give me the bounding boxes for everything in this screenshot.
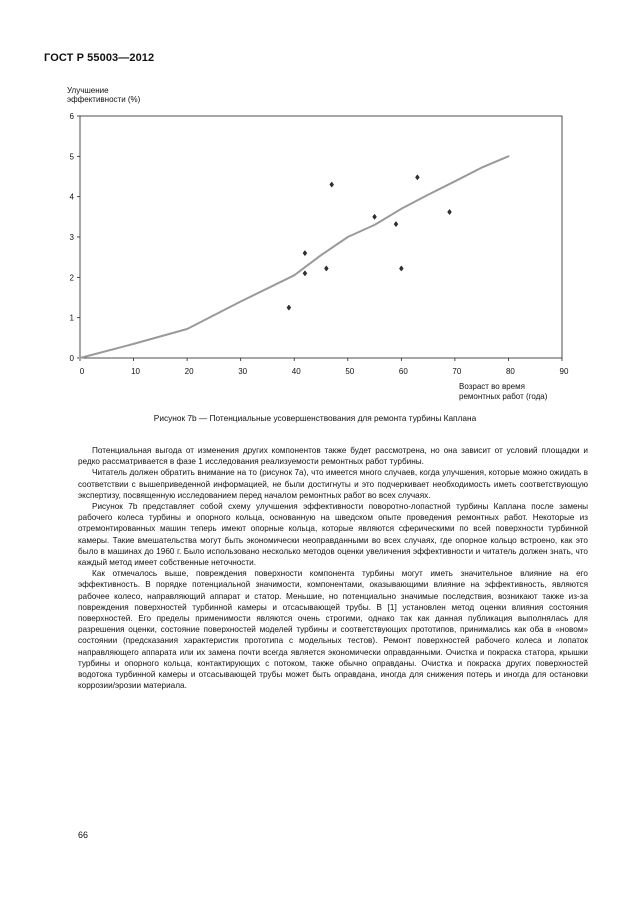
document-header: ГОСТ Р 55003—2012 [44,52,155,64]
scatter-point [448,209,452,214]
scatter-point [415,175,419,180]
y-tick-label: 3 [69,233,74,242]
y-axis-label-line1: Улучшение [67,86,109,95]
trend-line [80,156,508,358]
scatter-point [303,271,307,276]
scatter-point [287,305,291,310]
paragraph: Рисунок 7b представляет собой схему улучшения эффективности поворотно-лопастной турбины Каплана после замены рабочего колеса турбины и опорного кольца, основанную на шведском опыте проведения ремонтных работ. Некоторые из отремонтированных машин теперь имеют опорные кольца, которые являются сферическими по всей поверхности турбинной камеры. Такие вмешательства могут быть экономически неоправданными во всех случаях, где опорное кольцо встроено, как это было в машинах до 1960 г. Было использовано несколько методов оценки увеличения эффективности и читатель должен знать, что каждый метод имеет собственные неточности. [78,502,588,568]
paragraph: Потенциальная выгода от изменения других компонентов также будет рассмотрена, но она зависит от условий площадки и редко рассматривается в фазе 1 исследования реализуемости ремонтных работ турбины. [78,446,588,467]
x-tick-label: 70 [452,367,462,376]
x-tick-label: 10 [131,367,141,376]
body-text [78,445,588,691]
y-tick-label: 2 [69,273,74,283]
scatter-point [399,266,403,271]
scatter-point [324,266,328,271]
plot-frame [80,116,562,358]
x-tick-label: 0 [79,367,85,376]
efficiency-chart [0,0,630,420]
scatter-point [394,221,398,226]
x-tick-label: 20 [184,367,194,376]
paragraph: Читатель должен обратить внимание на то (рисунок 7a), что имеется много случаев, когда улучшения, которые можно ожидать в соответствии с вышеприведенной информацией, не были достигнуты и это подчеркивает необходимость иметь соответствующую экспертизу, посвященную исследованием перед началом ремонтных работ во всех случаях. [78,468,588,500]
x-tick-label: 40 [291,367,301,376]
efficiency-chart-svg [0,0,630,420]
x-tick-label: 80 [505,367,515,376]
y-axis-label-line2: эффективности (%) [67,95,141,104]
scatter-point [373,214,377,219]
paragraph: Как отмечалось выше, повреждения поверхности компонента турбины могут иметь значительное влияние на его эффективность. В порядке потенциальной значимости, компонентами, оказывающими влияние на эффективность, являются рабочее колесо, направляющий аппарат и статор. Меньшие, но потенциально значимые последствия, возникают также из-за повреждения поверхностей турбинной камеры и отсасывающей трубы. В [1] установлен метод оценки влияния состояния поверхностей. Его пределы применимости являются очень строгими, однако так как данная публикация выполнялась для разрешения оценки, состояние поверхностей моделей турбины и соответствующих прототипов, принимались как оба в «новом» состоянии (предсказания характеристик прототипа с модельных тестов). Ремонт поверхностей рабочего колеса и лопаток направляющего аппарата или их замена почти всегда является экономически оправданными. Очистка и покраска статора, крышки турбины и опорного кольца, контактирующих с потоком, также обычно оправданы. Очистка и покраска других поверхностей водотока турбинной камеры и отсасывающей трубы может быть оправдана, иногда для снижения потерь и иногда для остановки коррозии/эрозии материала. [78,569,588,691]
axes-layer [70,112,569,376]
x-tick-label: 90 [559,367,569,376]
y-tick-label: 4 [69,192,74,202]
y-tick-label: 1 [69,313,74,323]
x-tick-label: 30 [238,367,248,376]
x-tick-label: 50 [345,367,355,376]
y-tick-label: 0 [69,354,74,363]
x-axis-label-line1: Возраст во время [459,382,525,391]
y-tick-label: 5 [69,152,74,162]
page-number: 66 [78,830,89,840]
scatter-point [303,251,307,256]
scatter-point [330,182,334,187]
trend-layer [80,156,508,358]
x-axis-label-line2: ремонтных работ (года) [459,392,548,401]
x-tick-label: 60 [398,367,408,376]
figure-caption: Рисунок 7b — Потенциальные усовершенствования для ремонта турбины Каплана [153,413,477,423]
y-tick-label: 6 [69,112,74,121]
